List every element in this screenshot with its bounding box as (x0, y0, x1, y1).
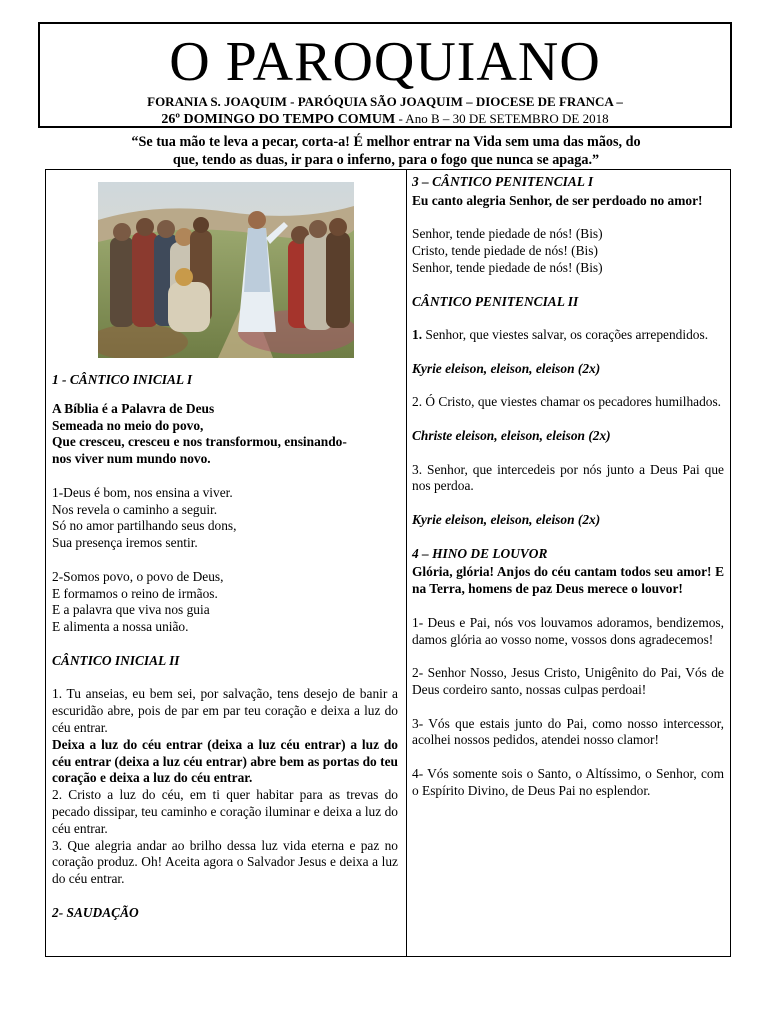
verse-line: nos viver num mundo novo. (52, 451, 211, 467)
verse-line: Sua presença iremos sentir. (52, 535, 198, 551)
response: Christe eleison, eleison, eleison (2x) (412, 427, 611, 443)
verse: 2- Senhor Nosso, Jesus Cristo, Unigênito do Pai, Vós de Deus cordeiro santo, nossas culpas perdoai! (412, 665, 724, 697)
verse-line: Semeada no meio do povo, (52, 417, 204, 433)
response: Kyrie eleison, eleison, eleison (2x) (412, 511, 601, 527)
parish-line: FORANIA S. JOAQUIM - PARÓQUIA SÃO JOAQUIM – DIOCESE DE FRANCA – (147, 94, 623, 109)
verse-line: Só no amor partilhando seus dons, (52, 518, 237, 534)
content-frame (45, 169, 731, 957)
left-column (52, 372, 398, 922)
section-heading: CÂNTICO PENITENCIAL II (412, 293, 579, 309)
year-date: - Ano B – 30 DE SETEMBRO DE 2018 (395, 111, 609, 126)
refrain: Eu canto alegria Senhor, de ser perdoado no amor! (412, 192, 703, 208)
verse (52, 569, 398, 636)
verse: 1- Deus e Pai, nós vos louvamos adoramos, bendizemos, damos glória ao vosso nome, vossos dons agradecemos! (412, 614, 724, 647)
newspaper-title: O PAROQUIANO (169, 31, 601, 93)
section-heading: 3 – CÂNTICO PENITENCIAL I (412, 174, 594, 189)
invocation (412, 327, 724, 344)
verse-line: Senhor, tende piedade de nós! (Bis) (412, 259, 603, 275)
verse (52, 485, 398, 552)
verse: 3. Que alegria andar ao brilho dessa luz vida eterna e paz no coração produz. Oh! Aceita agora o Salvador Jesus e deixa a luz do céu entrar. (52, 837, 398, 887)
liturgical-date-line (40, 110, 730, 128)
quote-line-1: “Se tua mão te leva a pecar, corta-a! É melhor entrar na Vida sem uma das mãos, do (131, 134, 641, 150)
verse: 4- Vós somente sois o Santo, o Altíssimo, o Senhor, com o Espírito Divino, de Deus Pai no esplendor. (412, 765, 724, 798)
invocation: 2. Ó Cristo, que viestes chamar os pecadores humilhados. (412, 394, 722, 410)
verse-line: Nos revela o caminho a seguir. (52, 501, 218, 517)
masthead (38, 22, 732, 128)
refrain: Glória, glória! Anjos do céu cantam todos seu amor! E na Terra, homens de paz Deus merece o louvor! (412, 564, 724, 597)
verse-line: 2-Somos povo, o povo de Deus, (52, 568, 224, 584)
verse-line: E alimenta a nossa união. (52, 619, 189, 635)
jesus-disciples-illustration (98, 182, 354, 358)
refrain: Deixa a luz do céu entrar (deixa a luz céu entrar) a luz do céu entrar (deixa a luz céu entrar) abre bem as portas do teu coração e deixa a luz do céu entrar. (52, 736, 398, 786)
response: Kyrie eleison, eleison, eleison (2x) (412, 360, 601, 376)
section-heading: 1 - CÂNTICO INICIAL I (52, 372, 193, 387)
verse-line: Senhor, tende piedade de nós! (Bis) (412, 226, 603, 242)
verse-line: 1-Deus é bom, nos ensina a viver. (52, 484, 233, 500)
verse-line: Cristo, tende piedade de nós! (Bis) (412, 243, 598, 259)
right-column (412, 174, 724, 799)
verse: 2. Cristo a luz do céu, em ti quer habitar para as trevas do pecado dissipar, teu caminho e coração iluminar e deixa a luz do céu entrar. (52, 787, 398, 836)
verse-line: E formamos o reino de irmãos. (52, 585, 218, 601)
sunday-name: 26º DOMINGO DO TEMPO COMUM (161, 112, 396, 127)
verse-line: A Bíblia é a Palavra de Deus (52, 400, 215, 416)
section-heading: 4 – HINO DE LOUVOR (412, 545, 548, 561)
invocation-number: 1. (412, 327, 423, 343)
refrain (52, 401, 398, 468)
verse-line: Que cresceu, cresceu e nos transformou, ensinando- (52, 434, 347, 450)
column-divider (406, 170, 407, 956)
quote-line-2: que, tendo as duas, ir para o inferno, para o fogo que nunca se apaga.” (172, 152, 600, 168)
verse-line: E a palavra que viva nos guia (52, 602, 210, 618)
gospel-quote (46, 133, 726, 169)
section-heading: CÂNTICO INICIAL II (52, 652, 180, 668)
verse: 1. Tu anseias, eu bem sei, por salvação, tens desejo de banir a escuridão abre, pois de par em par teu coração e deixa a luz do céu entrar. (52, 686, 398, 735)
section-heading: 2- SAUDAÇÃO (52, 904, 139, 920)
invocation-text: Senhor, que viestes salvar, os corações arrependidos. (422, 327, 709, 343)
verse: 3- Vós que estais junto do Pai, como nosso intercessor, acolhei nossos pedidos, atendei nosso clamor! (412, 715, 724, 748)
invocation: 3. Senhor, que intercedeis por nós junto a Deus Pai que nos perdoa. (412, 461, 724, 494)
